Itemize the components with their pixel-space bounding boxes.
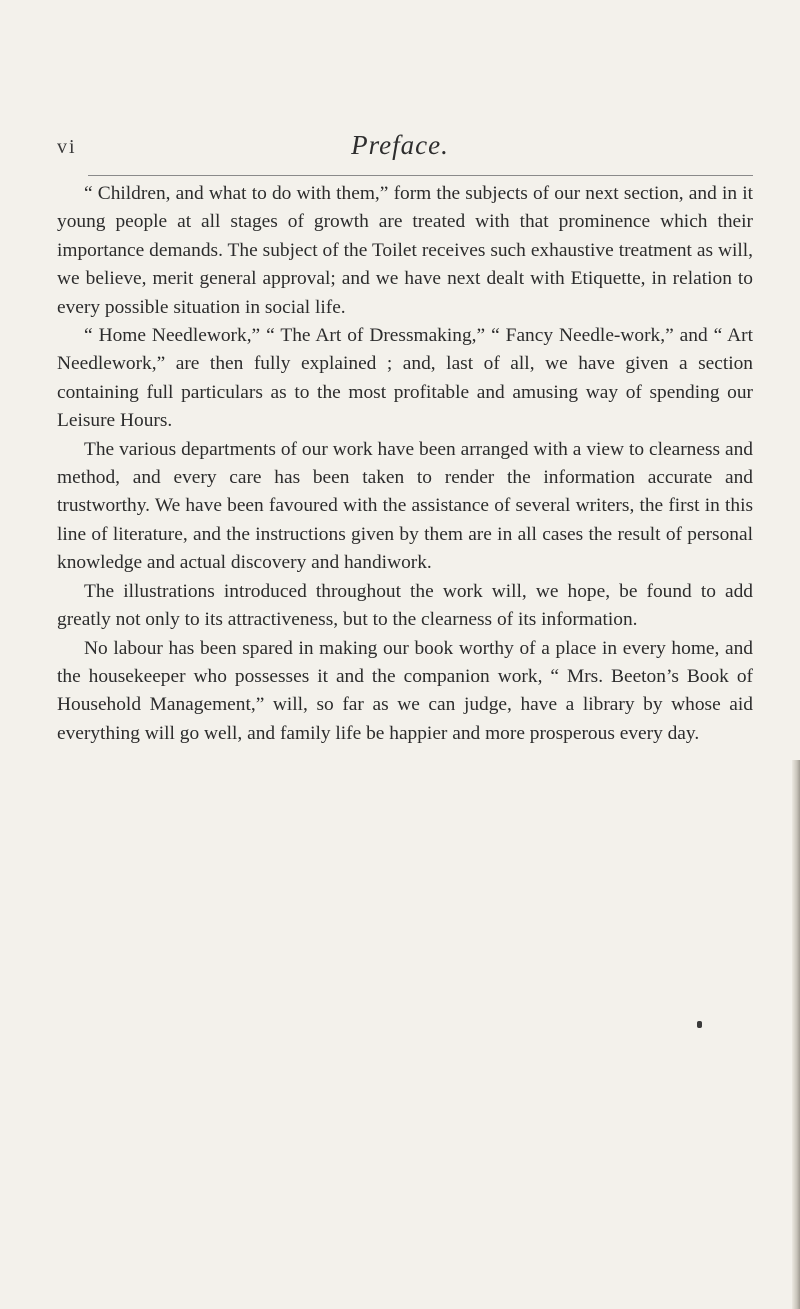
paragraph-labour: No labour has been spared in making our book worthy of a place in every home, and the housekeeper who possesses it and the companion work, “ Mrs. Beeton’s Book of Household Management,” will, so far as we can judge, have a library by whose aid everything will go well, and family life be happier and more prosperous every day.	[57, 637, 753, 744]
page-edge-shadow	[792, 760, 800, 1309]
ink-speck	[697, 1021, 702, 1028]
paragraph-needlework: “ Home Needlework,” “ The Art of Dressmaking,” “ Fancy Needle-work,” and “ Art Needlework,” are then fully explained ; and, last of all, we have given a section containing full particulars as to the most profitable and amusing way of spending our Leisure Hours.	[57, 325, 753, 432]
paragraph-departments: The various departments of our work have been arranged with a view to clearness and method, and every care has been taken to render the information accurate and trustworthy. We have been favoured with the assistance of several writers, the first in this line of literature, and the instructions given by them are in all cases the result of personal knowledge and actual discovery and handiwork.	[57, 438, 753, 574]
paragraph-children: “ Children, and what to do with them,” form the subjects of our next section, and in it young people at all stages of growth are treated with that prominence which their importance demands. The subject of the Toilet receives such exhaustive treatment as will, we believe, merit general approval; and we have next dealt with Etiquette, in relation to every possible situation in social life.	[57, 183, 753, 318]
page-number: vi	[57, 136, 77, 158]
paragraph-illustrations: The illustrations introduced throughout the work will, we hope, be found to add greatly not only to its attractiveness, but to the clearness of its information.	[57, 580, 753, 631]
body-text	[57, 180, 753, 748]
header-rule	[88, 175, 753, 176]
running-title: Preface.	[351, 130, 449, 160]
